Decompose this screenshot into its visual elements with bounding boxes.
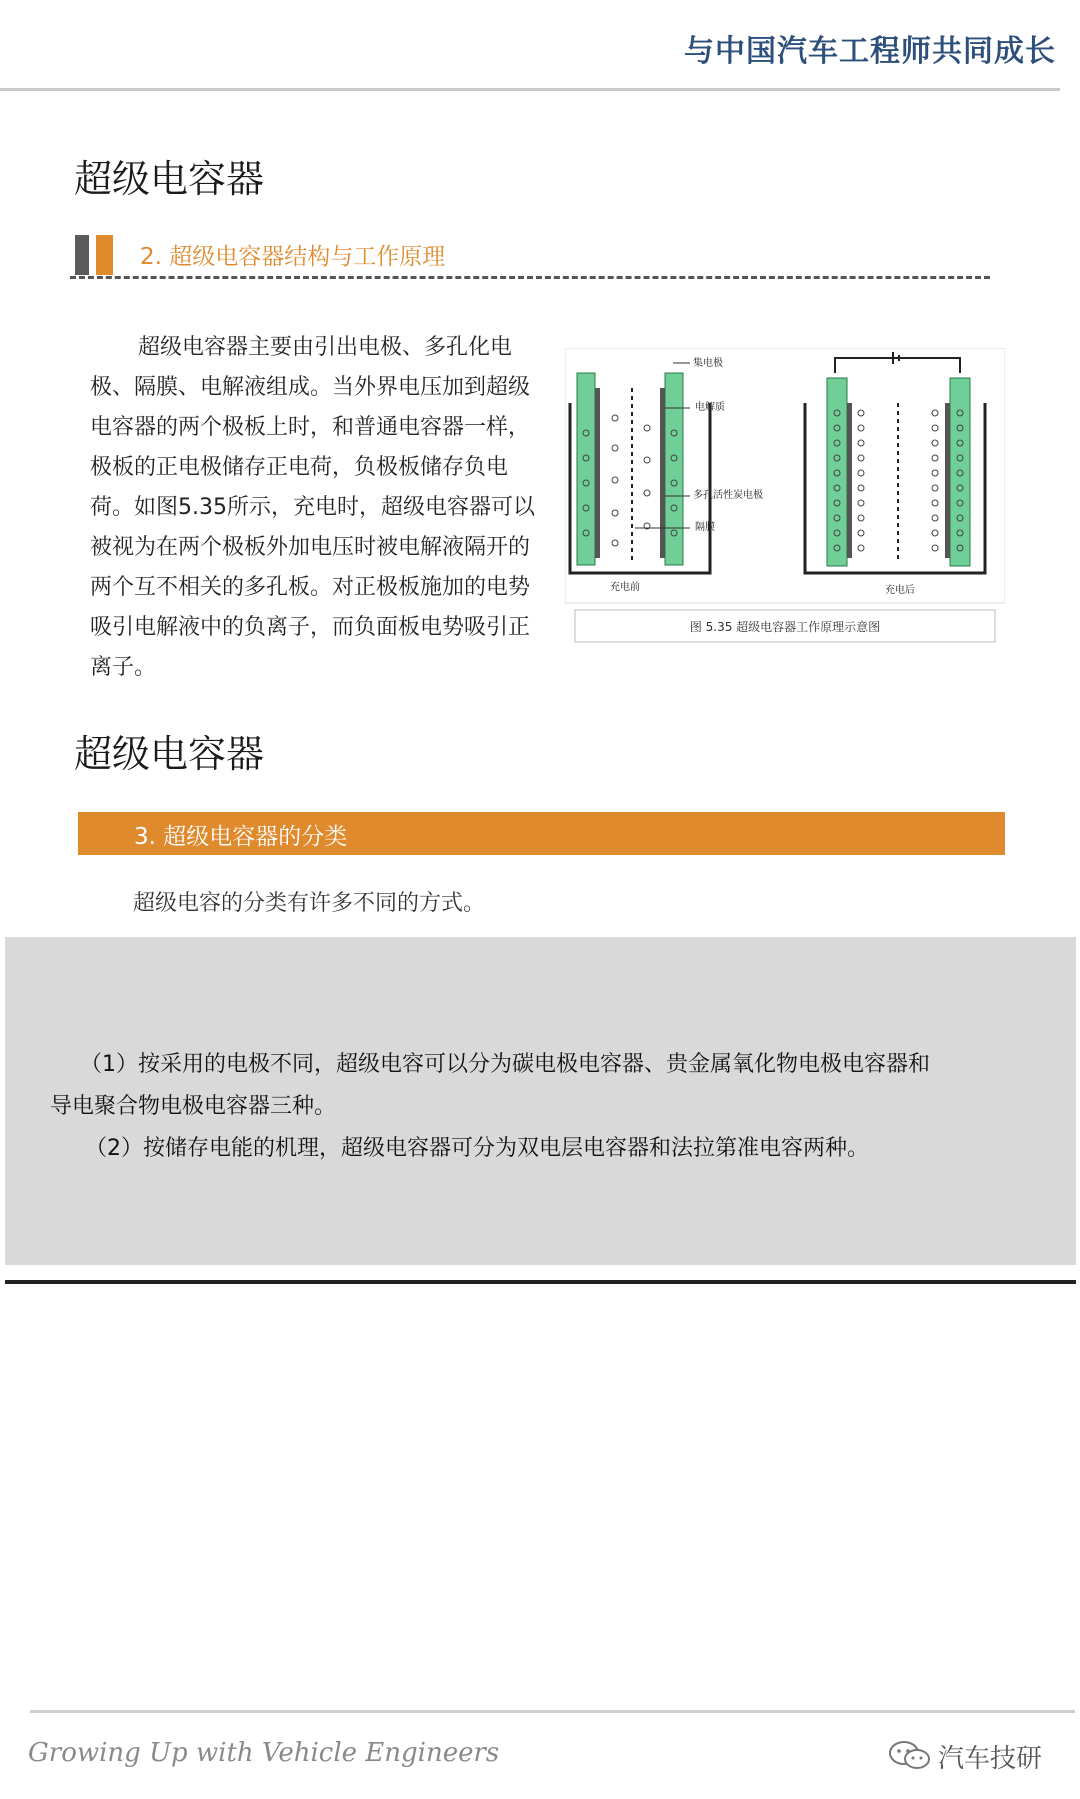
figure-caption: 图 5.35 超级电容器工作原理示意图 [689,620,881,634]
section-title-classification: 3. 超级电容器的分类 [134,824,348,850]
dashed-divider [70,276,990,279]
footer-slogan: Growing Up with Vehicle Engineers [28,1738,500,1768]
header-slogan: 与中国汽车工程师共同成长 [684,34,1056,69]
classification-item-1-cont: 导电聚合物电极电容器三种。 [50,1094,337,1119]
label-after-charging: 充电后 [885,585,915,596]
header-divider [0,88,1060,91]
section-marker-orange [96,235,113,275]
section-marker-gray [75,235,89,275]
classification-intro: 超级电容的分类有许多不同的方式。 [133,891,486,916]
label-before-charging: 充电前 [610,582,640,593]
page-title: 超级电容器 [74,157,265,201]
wechat-icon [888,1740,932,1772]
classification-item-1: （1）按采用的电极不同，超级电容可以分为碳电极电容器、贵金属氧化物电极电容器和 [80,1052,930,1077]
label-porous-electrode: 多孔活性炭电极 [693,490,763,501]
footer-divider [30,1710,1075,1713]
label-electrolyte: 电解质 [695,402,725,413]
section-title-structure: 2. 超级电容器结构与工作原理 [140,244,446,270]
supercapacitor-diagram [565,348,1005,648]
classification-item-2: （2）按储存电能的机理，超级电容器可分为双电层电容器和法拉第准电容两种。 [85,1136,869,1161]
content-bottom-divider [5,1280,1076,1284]
section-heading-2: 超级电容器 [74,732,265,776]
structure-paragraph: 超级电容器主要由引出电极、多孔化电极、隔膜、电解液组成。当外界电压加到超级电容器的两个极板上时，和普通电容器一样，极板的正电极储存正电荷，负极板储存负电荷。如图5.35所示，充电时，超级电容器可以被视为在两个极板外加电压时被电解液隔开的两个互不相关的多孔板。对正极板施加的电势吸引电解液中的负离子，而负面板电势吸引正离子。 [90,335,535,680]
brand-name: 汽车技研 [938,1744,1043,1774]
label-separator: 隔膜 [695,522,715,533]
label-collector: 集电极 [693,358,723,369]
